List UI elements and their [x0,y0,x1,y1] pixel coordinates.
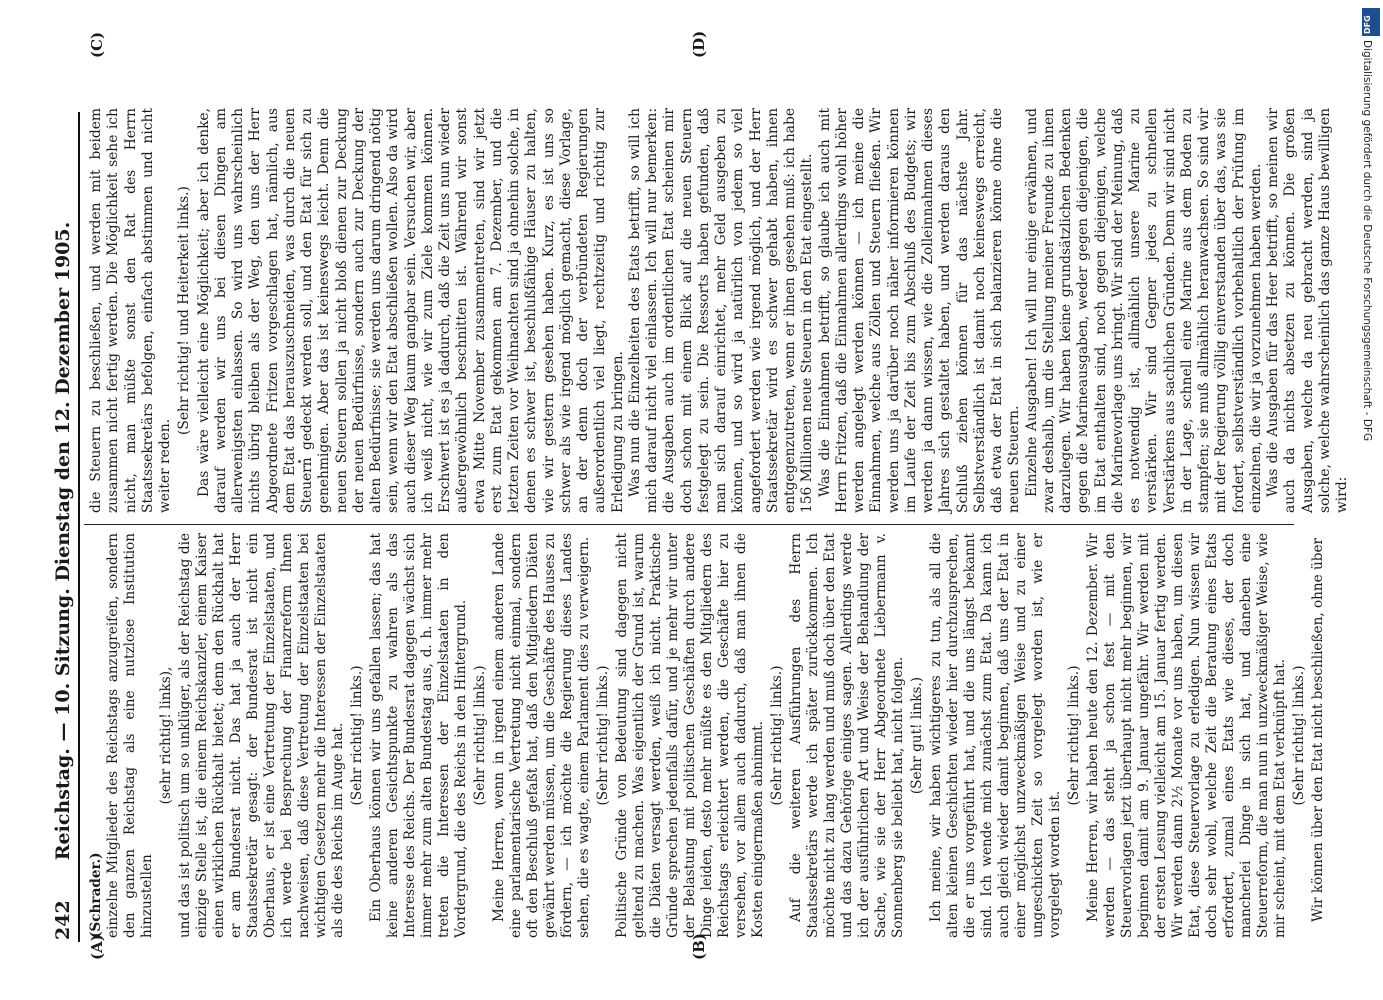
column-divider [84,524,1294,525]
interjection: (Sehr richtig! links.) [472,665,488,806]
header-rule [78,112,80,942]
paragraph: Ein Oberhaus können wir uns gefallen lassen; das hat keine anderen Gesichtspunkte zu wahren als das Interesse des Reichs. Der Bundesrat dagegen wächst sich immer mehr zum alten Bundestag aus, d. h. immer mehr treten die Interessen der Einzelstaaten in den Vordergrund, die des Reichs in den Hintergrund. [368,533,469,938]
paragraph: und das ist politisch um so unklüger, als der Reichstag die einzige Stelle ist, die einem Reichskanzler, einem Kaiser einen wirklichen Rückhalt bietet; denn den Rückhalt hat er am Bundesrat nicht. Das hat ja auch der Herr Staatssekretär gesagt: der Bundesrat ist nicht ein Oberhaus, er ist eine Vertretung der Einzelstaaten, und ich werde bei Besprechung der Finanzreform Ihnen nachweisen, daß diese Vertretung der Einzelstaaten bei wichtigen Gesetzen mehr die Interessen der Einzelstaaten als die des Reichs im Auge hat. [177,533,346,938]
interjection: (Sehr richtig! links.) [595,665,611,806]
digitization-credit-text: Digitalisierung gefördert durch die Deutsche Forschungsgemeinschaft - DFG [1361,40,1373,442]
interjection: (Sehr richtig! links.) [349,665,365,806]
paragraph: Ich meine, wir haben wichtigeres zu tun, als all die alten kleinen Geschichten wieder hier durchzusprechen, die er uns vorgeführt hat, und die uns längst bekannt sind. Ich wende mich zunächst zum Etat. Da kann ich auch gleich wieder damit beginnen, daß uns der Etat in einer möglichst unzweckmäßigen Weise und zu einer ungeschickten Zeit so vorgelegt worden ist, wie er vorgelegt worden ist. [928,533,1063,938]
dfg-logo: DFG [1362,8,1380,36]
paragraph: Meine Herren, wir haben heute den 12. Dezember. Wir werden — das steht ja schon fest — mit den Steuervorlagen jetzt überhaupt nicht mehr beginnen, wir beginnen damit am 9. Januar ungefähr. Wir werden mit der ersten Lesung vielleicht am 15. Januar fertig werden. Wir werden dann 2½ Monate vor uns haben, um diesen Etat, diese Steuervorlage zu erledigen. Nun wissen wir doch sehr wohl, welche Zeit die Beratung eines Etats erfordert, zumal eines Etats wie dieses, der doch mancherlei Dinge in sich hat, und daneben eine Steuerreform, die man nun in unzweckmäßiger Weise, wie mir scheint, mit dem Etat verknüpft hat. [1085,533,1288,938]
interjection: (Sehr richtig! links.) [1066,665,1082,806]
digitization-credit [1358,40,1378,700]
paragraph: Was die Einnahmen betrifft, so glaube ich auch mit Herrn Fritzen, daß die Einnahmen allerdings wohl höher werden angelegt werden können — ich meine die Einnahmen, welche aus Zöllen und Steuern fließen. Wir werden uns ja darüber noch näher informieren können im Laufe der Zeit bis zum Abschluß des Budgets; wir werden ja dann wissen, wie die Zolleinnahmen dieses Jahres sich gestaltet haben, und werden daraus den Schluß ziehen können für das nächste Jahr. Selbstverständlich ist damit noch keineswegs erreicht, daß etwa der Etat in sich balanzieren könne ohne die neuen Steuern. [816,108,1023,513]
margin-marker-d: (D) [690,30,708,58]
page-number: 242 [52,900,74,940]
right-column [88,108,1351,513]
interjection: (sehr richtig! links), [158,666,174,805]
paragraph: Wir können über den Etat nicht beschließen, ohne über [1310,537,1326,922]
interjection: (Sehr richtig! links.) [1291,665,1307,806]
paragraph: einzelne Mitglieder des Reichstags anzugreifen, sondern den ganzen Reichstag als eine nutzlose Institution hinzustellen [105,533,155,938]
paragraph: Einzelne Ausgaben! Ich will nur einige erwähnen, und zwar deshalb, um die Stellung meiner Freunde zu ihnen darzulegen. Wir haben keine grundsätzlichen Bedenken gegen die Marineausgaben, weder gegen diejenigen, die im Etat enthalten sind, noch gegen diejenigen, welche die Marinevorlage uns bringt. Wir sind der Meinung, daß es notwendig ist, allmählich unsere Marine zu verstärken. Wir sind Gegner jedes zu schnellen Verstärkens aus sachlichen Gründen. Denn wir sind nicht in der Lage, schnell eine Marine aus dem Boden zu stampfen; sie muß allmählich heranwachsen. So sind wir mit der Regierung völlig einverstanden über das, was sie fordert, selbstverständlich vorbehaltlich der Prüfung im einzelnen, die wir ja vorzunehmen haben werden. [1023,108,1264,513]
paragraph: die Steuern zu beschließen, und werden mit beidem zusammen nicht fertig werden. Die Möglichkeit sehe ich nicht, man müßte sonst den Rat des Herrn Staatssekretärs befolgen, einfach abstimmen und nicht weiter reden. [88,108,173,513]
margin-marker-a: (A) [88,934,106,960]
interjection: (Sehr gut! links.) [909,676,925,795]
interjection: (Sehr richtig! links.) [769,665,785,806]
interjection: (Sehr richtig! und Heiterkeit links.) [176,186,193,435]
speaker-name: (Schrader.) [88,852,104,938]
paragraph: Was nun die Einzelheiten des Etats betrifft, so will ich mich darauf nicht viel einlassen. Ich will nur bemerken: die Ausgaben auch im ordentlichen Etat scheinen mir doch schon mit einem Blick auf die neuen Steuern festgelegt zu sein. Die Ressorts haben gefunden, daß man sich darauf einrichtet, mehr Geld ausgeben zu können, und so wird ja natürlich von jedem so viel angefordert werden wie irgend möglich, und der Herr Staatssekretär wird es schwer gehabt haben, ihnen entgegenzutreten, wenn er ihnen gesehen muß: ich habe 156 Millionen neue Steuern in den Etat eingestellt. [626,108,816,513]
margin-marker-b: (B) [690,933,708,960]
page-header [52,110,76,972]
page-title: Reichstag. — 10. Sitzung. Dienstag den 12. Dezember 1905. [52,221,74,861]
paragraph: Das wäre vielleicht eine Möglichkeit; aber ich denke, darauf werden wir uns bei diesen Dingen am allerwenigsten einlassen. So wird uns wahrscheinlich nichts übrig bleiben als der Weg, den uns der Herr Abgeordnete Fritzen vorgeschlagen hat, nämlich, aus dem Etat das herauszuschneiden, was durch die neuen Steuern gedeckt werden soll, und den Etat für sich zu genehmigen. Aber das ist keineswegs leicht. Denn die neuen Steuern sollen ja nicht bloß dienen zur Deckung der neuen Bedürfnisse, sondern auch zur Deckung der alten Bedürfnisse; sie werden uns darum dringend nötig sein, wenn wir den Etat abschließen wollen. Also da wird auch dieser Weg kaum gangbar sein. Versuchen wir, aber ich weiß nicht, wie wir zum Ziele kommen können. Erschwert ist es ja dadurch, daß die Zeit uns nun wieder außergewöhnlich beschnitten ist. Während wir sonst etwa Mitte November zusammentreten, sind wir jetzt erst zum Etat gekommen am 7. Dezember, und die letzten Zeiten vor Weihnachten sind ja ohnehin solche, in denen es schwer ist, beschlußfähige Häuser zu halten, wie wir gestern gesehen haben. Kurz, es ist uns so schwer als wie irgend möglich gemacht, diese Vorlage, an der denn doch der verbündeten Regierungen außerordentlich viel liegt, rechtzeitig und richtig zur Erledigung zu bringen. [195,108,626,513]
paragraph: Meine Herren, wenn in irgend einem anderen Lande eine parlamentarische Vertretung nicht einmal, sondern oft den Beschluß gefaßt hat, daß den Mitgliedern Diäten gewährt werden müssen, um die Geschäfte des Hauses zu fördern, — ich möchte die Regierung dieses Landes sehen, die es wagte, einem Parlament dies zu verweigern. [491,533,592,938]
paragraph: Politische Gründe von Bedeutung sind dagegen nicht geltend zu machen. Was eigentlich der Grund ist, warum die Diäten versagt werden, weiß ich nicht. Praktische Gründe sprechen jedenfalls dafür, und je mehr wir unter der Belastung mit politischen Geschäften durch andere Dinge leiden, desto mehr müßte es den Mitgliedern des Reichstags erleichtert werden, die Geschäfte hier zu versehen, vor allem auch dadurch, daß man ihnen die Kosten einigermaßen abnimmt. [614,533,766,938]
paragraph: Auf die weiteren Ausführungen des Herrn Staatssekretärs werde ich später zurückkommen. Ich möchte nicht zu lang werden und muß doch über den Etat und das dazu Gehörige einiges sagen. Allerdings werde ich der ausführlichen Art und Weise der Behandlung der Sache, wie sie der Herr Abgeordnete Liebermann v. Sonnenberg sie beliebt hat, nicht folgen. [788,533,906,938]
margin-marker-c: (C) [88,31,106,58]
paragraph: Was die Ausgaben für das Heer betrifft, so meinen wir auch da nichts absetzen zu können. Die großen Ausgaben, welche da neu gebracht werden, sind ja solche, welche wahrscheinlich das ganze Haus bewilligen wird: [1265,108,1350,513]
left-column [88,533,1327,938]
